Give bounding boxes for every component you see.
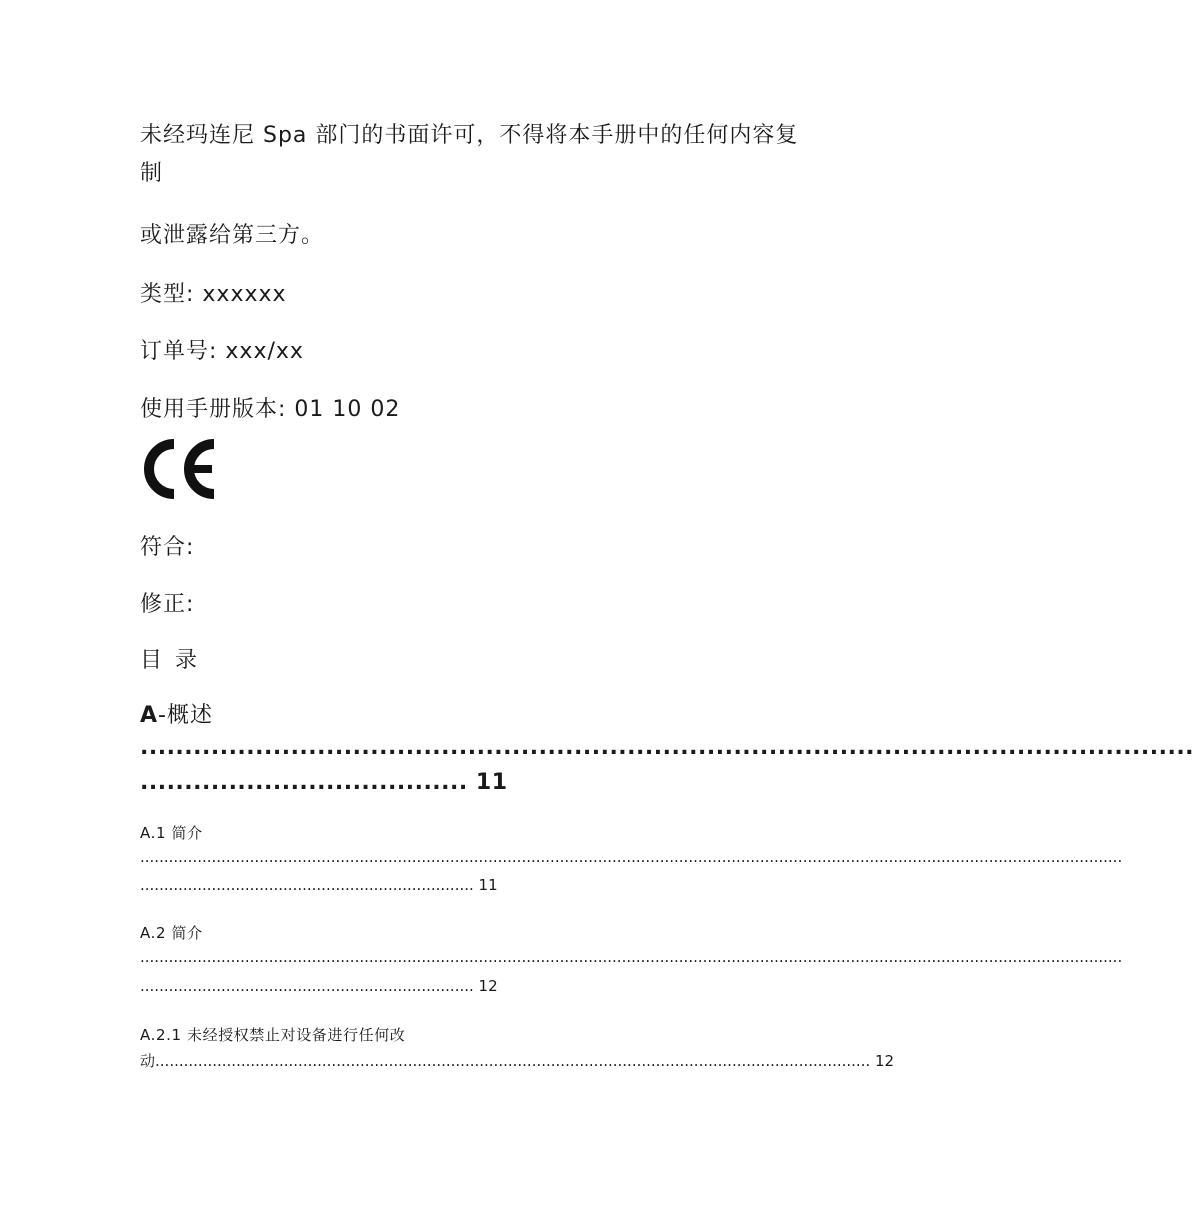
toc-section-a-prefix: A (140, 703, 159, 728)
copyright-notice: 未经玛连尼 Spa 部门的书面许可，不得将本手册中的任何内容复制 (140, 123, 799, 186)
toc-section-a-page: 11 (475, 770, 508, 795)
toc-leader-dots: ...................................................................... (140, 977, 474, 995)
order-number-field: 订单号: xxx/xx (140, 339, 304, 364)
manual-version-field: 使用手册版本: 01 10 02 (140, 397, 401, 422)
conformity-field: 符合: (140, 535, 195, 560)
ce-mark-logo (140, 438, 220, 500)
toc-leader-dots: ....................................................................................................................... (140, 735, 1194, 760)
toc-section-a-page-row (140, 770, 508, 795)
toc-section-a21-cont: 动 (140, 1052, 156, 1070)
toc-section-a21-page-row (140, 1050, 894, 1071)
revision-field: 修正: (140, 592, 195, 617)
toc-section-a[interactable] (140, 698, 213, 729)
copyright-notice-cont: 或泄露给第三方。 (140, 223, 325, 248)
toc-section-a2-page-row (140, 977, 498, 995)
toc-section-a21-page: 12 (875, 1052, 895, 1070)
toc-section-a1[interactable]: A.1 简介 (140, 824, 203, 842)
type-field: 类型: xxxxxx (140, 282, 287, 307)
toc-leader-dots: ..................................... (140, 770, 468, 795)
toc-leader-dots: .............................................................................................................................................................................................................. (140, 848, 1123, 866)
toc-leader-dots: .............................................................................................................................................................................................................. (140, 948, 1123, 966)
toc-leader-dots: ...................................................................... (140, 876, 474, 894)
toc-section-a2[interactable]: A.2 简介 (140, 924, 203, 942)
toc-leader-dots: ...................................................................................................................................................... (155, 1052, 871, 1070)
toc-section-a1-page-row (140, 876, 498, 894)
toc-title: 目 录 (140, 648, 200, 673)
toc-section-a21[interactable]: A.2.1 未经授权禁止对设备进行任何改 (140, 1026, 406, 1044)
toc-section-a2-page: 12 (478, 977, 498, 995)
toc-section-a1-page: 11 (478, 876, 498, 894)
toc-section-a-label: -概述 (158, 703, 213, 728)
